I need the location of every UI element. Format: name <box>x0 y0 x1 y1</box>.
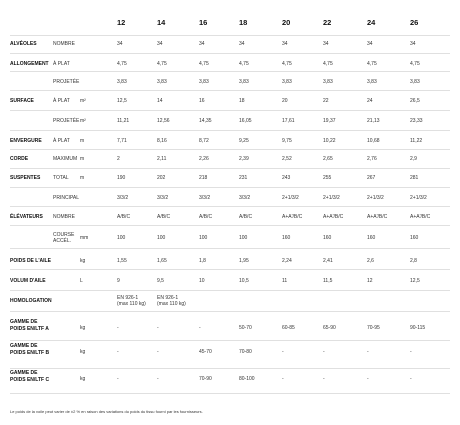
row-unit: m <box>80 175 85 181</box>
row-group-label: SURFACE <box>10 98 34 104</box>
table-cell: - <box>157 376 159 382</box>
row-divider <box>10 110 450 111</box>
table-cell: 3,83 <box>367 79 377 85</box>
table-cell: - <box>117 376 119 382</box>
table-cell: 2 <box>117 156 120 162</box>
row-group-label: ALLONGEMENT <box>10 61 49 67</box>
table-cell: 3,83 <box>323 79 333 85</box>
table-cell: 2,52 <box>282 156 292 162</box>
table-cell: 2,24 <box>282 258 292 264</box>
table-cell: 2,26 <box>199 156 209 162</box>
table-cell: 10,5 <box>239 278 249 284</box>
table-cell: 34 <box>367 41 373 47</box>
table-cell: 34 <box>239 41 245 47</box>
table-cell: 160 <box>367 235 376 241</box>
size-header-20: 20 <box>282 18 291 27</box>
table-cell: 12 <box>367 278 373 284</box>
table-cell: 7,71 <box>117 138 127 144</box>
table-cell: 160 <box>323 235 332 241</box>
table-cell: A/B/C <box>239 214 253 220</box>
table-cell: 1,95 <box>239 258 249 264</box>
table-cell: - <box>367 376 369 382</box>
table-cell: 45-70 <box>199 349 212 355</box>
table-cell: 3/3/2 <box>157 195 169 201</box>
row-sub-label: MAXIMUM <box>53 156 78 162</box>
table-cell: 160 <box>282 235 291 241</box>
table-cell: - <box>157 349 159 355</box>
table-cell: - <box>157 325 159 331</box>
table-cell: - <box>117 325 119 331</box>
row-group-label: ALVÉOLES <box>10 41 37 47</box>
row-sub-label: NOMBRE <box>53 41 75 47</box>
row-divider <box>10 393 450 394</box>
size-header-12: 12 <box>117 18 126 27</box>
table-cell: 3,83 <box>282 79 292 85</box>
table-cell: 14,35 <box>199 118 212 124</box>
row-unit: kg <box>80 349 86 355</box>
table-cell: 160 <box>410 235 419 241</box>
size-header-26: 26 <box>410 18 419 27</box>
row-unit: kg <box>80 325 86 331</box>
table-cell: 100 <box>157 235 166 241</box>
table-cell: 3,83 <box>157 79 167 85</box>
row-divider <box>10 340 450 341</box>
table-cell: - <box>323 376 325 382</box>
row-divider <box>10 187 450 188</box>
table-cell: A+A'/B/C <box>323 214 344 220</box>
table-cell: 2,41 <box>323 258 333 264</box>
table-cell: 100 <box>199 235 208 241</box>
size-header-14: 14 <box>157 18 166 27</box>
table-cell: 2,6 <box>367 258 374 264</box>
table-cell: 80-100 <box>239 376 255 382</box>
table-cell: 24 <box>367 98 373 104</box>
row-unit: m² <box>80 118 86 124</box>
table-cell: - <box>117 349 119 355</box>
table-cell: 12,5 <box>117 98 127 104</box>
table-cell: 11,21 <box>117 118 130 124</box>
row-sub-label: PROJETÉE <box>53 118 80 124</box>
table-cell: 90-115 <box>410 325 426 331</box>
table-cell: - <box>410 376 412 382</box>
table-cell: EN 926-1 (max 110 kg) <box>157 295 186 307</box>
table-cell: 9 <box>117 278 120 284</box>
table-cell: 100 <box>117 235 126 241</box>
table-cell: 3/3/2 <box>239 195 251 201</box>
table-cell: 11,5 <box>323 278 333 284</box>
table-cell: 21,13 <box>367 118 380 124</box>
table-cell: EN 926-1 (max 110 kg) <box>117 295 146 307</box>
size-header-22: 22 <box>323 18 332 27</box>
table-cell: 19,37 <box>323 118 336 124</box>
row-divider <box>10 290 450 291</box>
row-divider <box>10 71 450 72</box>
table-cell: 2,65 <box>323 156 333 162</box>
table-cell: 12,5 <box>410 278 420 284</box>
row-sub-label: NOMBRE <box>53 214 75 220</box>
table-cell: A+A'/B/C <box>410 214 431 220</box>
table-cell: 100 <box>239 235 248 241</box>
row-group-label: GAMME DE POIDS EN/LTF A <box>10 319 49 332</box>
row-sub-label: PROJETÉE <box>53 79 80 85</box>
table-cell: 70-90 <box>199 376 212 382</box>
table-cell: 65-90 <box>323 325 336 331</box>
row-sub-label: COURSE ACCÉL. <box>53 232 75 244</box>
row-group-label: GAMME DE POIDS EN/LTF C <box>10 370 50 383</box>
row-unit: kg <box>80 258 86 264</box>
table-cell: - <box>199 325 201 331</box>
table-cell: 4,75 <box>157 61 167 67</box>
table-cell: 11,22 <box>410 138 423 144</box>
table-cell: 4,75 <box>239 61 249 67</box>
table-cell: 4,75 <box>323 61 333 67</box>
table-cell: 231 <box>239 175 248 181</box>
table-cell: A/B/C <box>199 214 213 220</box>
table-cell: 60-85 <box>282 325 295 331</box>
table-cell: 2+1/3/2 <box>282 195 299 201</box>
table-cell: 3/3/2 <box>199 195 211 201</box>
row-group-label: VOLUM D'AILE <box>10 278 46 284</box>
row-group-label: POIDS DE L'AILE <box>10 258 51 264</box>
row-sub-label: À PLAT <box>53 98 70 104</box>
row-divider <box>10 130 450 131</box>
table-cell: 190 <box>117 175 126 181</box>
row-unit: m² <box>80 98 86 104</box>
table-cell: 50-70 <box>239 325 252 331</box>
table-cell: 4,75 <box>117 61 127 67</box>
table-cell: 2,11 <box>157 156 167 162</box>
row-divider <box>10 149 450 150</box>
table-cell: 34 <box>117 41 123 47</box>
table-cell: - <box>323 349 325 355</box>
table-cell: 2+1/3/2 <box>323 195 340 201</box>
row-divider <box>10 168 450 169</box>
table-cell: 4,75 <box>367 61 377 67</box>
table-cell: 9,5 <box>157 278 164 284</box>
table-cell: 34 <box>410 41 416 47</box>
row-divider <box>10 225 450 226</box>
table-cell: 9,25 <box>239 138 249 144</box>
table-cell: 4,75 <box>282 61 292 67</box>
row-group-label: ÉLÉVATEURS <box>10 214 43 220</box>
table-cell: 17,61 <box>282 118 295 124</box>
table-cell: 34 <box>199 41 205 47</box>
table-cell: 34 <box>157 41 163 47</box>
table-cell: 255 <box>323 175 332 181</box>
table-cell: 1,65 <box>157 258 167 264</box>
table-cell: 267 <box>367 175 376 181</box>
row-group-label: ENVERGURE <box>10 138 42 144</box>
table-cell: 281 <box>410 175 419 181</box>
table-cell: 23,33 <box>410 118 423 124</box>
table-cell: 10 <box>199 278 205 284</box>
table-cell: 3/3/2 <box>117 195 129 201</box>
table-cell: 2,76 <box>367 156 377 162</box>
table-cell: 12,56 <box>157 118 170 124</box>
row-unit: m <box>80 156 85 162</box>
row-divider <box>10 248 450 249</box>
row-divider <box>10 206 450 207</box>
table-cell: 11 <box>282 278 288 284</box>
size-header-24: 24 <box>367 18 376 27</box>
table-cell: 70-95 <box>367 325 380 331</box>
row-divider <box>10 90 450 91</box>
table-cell: 4,75 <box>199 61 209 67</box>
table-cell: 2+1/3/2 <box>410 195 427 201</box>
table-cell: 2,8 <box>410 258 417 264</box>
table-cell: 34 <box>323 41 329 47</box>
table-cell: - <box>410 349 412 355</box>
table-cell: 202 <box>157 175 166 181</box>
table-cell: 26,5 <box>410 98 420 104</box>
table-cell: 1,55 <box>117 258 127 264</box>
table-cell: A/B/C <box>157 214 171 220</box>
row-unit: L <box>80 278 83 284</box>
footnote: Le poids de la voile peut varier de ±2 % en raison des variations du poids du tissu fourni par les fournisseurs. <box>10 409 203 414</box>
table-cell: 16,05 <box>239 118 252 124</box>
row-unit: kg <box>80 376 86 382</box>
table-cell: 3,83 <box>117 79 127 85</box>
table-cell: 16 <box>199 98 205 104</box>
table-cell: - <box>282 349 284 355</box>
table-cell: 10,22 <box>323 138 336 144</box>
row-sub-label: À PLAT <box>53 138 70 144</box>
size-header-18: 18 <box>239 18 248 27</box>
table-cell: 70-80 <box>239 349 252 355</box>
table-cell: 8,16 <box>157 138 167 144</box>
table-cell: 4,75 <box>410 61 420 67</box>
table-cell: 10,68 <box>367 138 380 144</box>
table-cell: 2,9 <box>410 156 417 162</box>
row-group-label: CORDE <box>10 156 29 162</box>
row-group-label: SUSPENTES <box>10 175 41 181</box>
table-cell: 18 <box>239 98 245 104</box>
table-cell: A/B/C <box>117 214 131 220</box>
table-cell: - <box>367 349 369 355</box>
row-unit: m <box>80 138 85 144</box>
table-cell: 3,83 <box>410 79 420 85</box>
table-cell: 243 <box>282 175 291 181</box>
row-group-label: GAMME DE POIDS EN/LTF B <box>10 343 50 356</box>
table-cell: 3,83 <box>199 79 209 85</box>
table-cell: - <box>282 376 284 382</box>
size-header-16: 16 <box>199 18 208 27</box>
table-cell: 22 <box>323 98 329 104</box>
table-cell: 2+1/3/2 <box>367 195 384 201</box>
row-divider <box>10 53 450 54</box>
table-cell: A+A'/B/C <box>367 214 388 220</box>
table-cell: 8,72 <box>199 138 209 144</box>
table-cell: 2,39 <box>239 156 249 162</box>
table-cell: 9,75 <box>282 138 292 144</box>
table-cell: A+A'/B/C <box>282 214 303 220</box>
row-divider <box>10 35 450 36</box>
row-divider <box>10 368 450 369</box>
table-cell: 34 <box>282 41 288 47</box>
row-sub-label: À PLAT <box>53 61 70 67</box>
row-unit: mm <box>80 235 89 241</box>
row-divider <box>10 269 450 270</box>
row-sub-label: TOTAL <box>53 175 69 181</box>
row-divider <box>10 311 450 312</box>
table-cell: 14 <box>157 98 163 104</box>
table-cell: 20 <box>282 98 288 104</box>
table-cell: 218 <box>199 175 208 181</box>
row-group-label: HOMOLOGATION <box>10 298 52 304</box>
table-cell: 3,83 <box>239 79 249 85</box>
row-sub-label: PRINCIPAL <box>53 195 80 201</box>
table-cell: 1,8 <box>199 258 206 264</box>
